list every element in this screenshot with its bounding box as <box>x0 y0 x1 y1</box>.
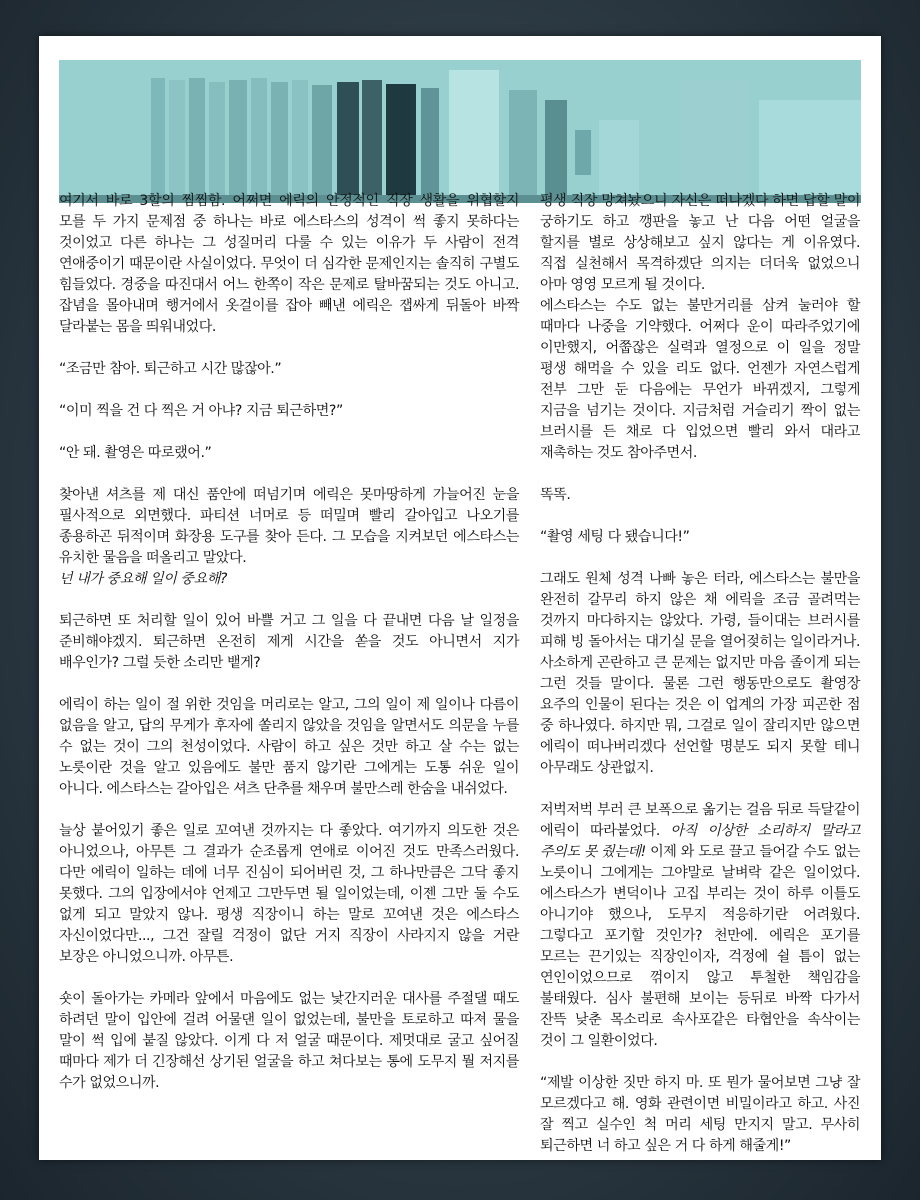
paragraph-text: 찾아낸 셔츠를 제 대신 품안에 떠넘기며 에릭은 못마땅하게 가늘어진 눈을 필사적으로 외면했다. 파티션 너머로 등 떠밀며 빨리 갈아입고 나오기를 종용하곤 뒤적이며 화장용 도구를 찾아 든다. 그 모습을 지켜보던 에스타스는 유치한 물음을 떠올리고 말았다. <box>59 487 524 566</box>
paragraph-text: 저벅저벅 부러 큰 보폭으로 옮기는 걸음 뒤로 득달같이 에릭이 따라붙었다. <box>540 802 865 839</box>
banner-bookshelf-image <box>59 60 861 203</box>
bookshelf-illustration <box>59 60 861 203</box>
left-column <box>59 191 524 1115</box>
dialogue-line: “이미 찍을 건 다 찍은 거 아냐? 지금 퇴근하면?” <box>59 403 343 419</box>
dialogue-line: “안 돼. 촬영은 따로랬어.” <box>59 445 212 461</box>
paragraph: 그래도 원체 성격 나빠 놓은 터라, 에스타스는 불만을 완전히 갈무리 하지 않은 채 에릭을 조금 골려먹는 것까지 마다하지는 않았다. 가령, 들이대는 브러시를 피해 빙 돌아서는 대기실 문을 열어젖히는 일이라거나. 사소하게 곤란하고 큰 문제는 없지만 마음 졸이게 되는 그런 것들 말이다. 물론 그런 행동만으로도 촬영장 요주의 인물이 된다는 것은 이 업계의 가장 피곤한 점 중 하나였다. 하지만 뭐, 그걸로 일이 잘리지만 않으면 에릭이 떠나버리겠다 선언할 명분도 되지 못할 테니 아무래도 상관없지. <box>540 571 865 776</box>
right-column <box>540 191 865 1178</box>
dialogue-line: “촬영 세팅 다 됐습니다!” <box>540 529 690 545</box>
italic-thought: 아직 이상한 소리하지 말라고 주의도 못 줬는데! <box>540 823 865 860</box>
text-columns <box>59 191 865 1154</box>
paragraph: 늘상 붙어있기 좋은 일로 꼬여낸 것까지는 다 좋았다. 여기까지 의도한 것은 아니었으나, 아무튼 그 결과가 순조롭게 연애로 이어진 것도 만족스러웠다. 다만 에릭이 일하는 데에 너무 진심이 되어버린 것, 그 하나만큼은 그닥 좋지 못했다. 그의 입장에서야 언제고 그만두면 될 일이었는데, 이젠 그만 둘 수도 없게 되고 말았지 않나. 평생 직장이니 하는 말로 꼬여낸 것은 에스타스 자신이었다만..., 그건 잘릴 걱정이 없단 거지 직장이 사라지지 않을 거란 보장은 아니었으니까. 아무튼. <box>59 823 524 965</box>
dialogue-line: “조금만 참아. 퇴근하고 시간 많잖아.” <box>59 361 282 377</box>
dialogue-line: “제발 이상한 짓만 하지 마. 또 뭔가 물어보면 그냥 잘 모르겠다고 해. 영화 관련이면 비밀이라고 하고. 사진 잘 찍고 실수인 척 머리 세팅 만지지 말고. 무사히 퇴근하면 너 하고 싶은 거 다 하게 해줄게!” <box>540 1075 865 1154</box>
paragraph: 평생 직장 망쳐놨으니 자신은 떠나겠다 하면 답할 말이 궁하기도 하고 깽판을 놓고 난 다음 어떤 얼굴을 할지를 별로 상상해보고 싶지 않다는 게 이유였다. 직접 실천해서 목격하겠단 의지는 더더욱 없었으니 아마 영영 모르게 될 것이다. <box>540 193 865 293</box>
paragraph-text: 이제 와 도로 끌고 들어갈 수도 없는 노릇이니 그에게는 그야말로 날벼락 같은 일이었다. 에스타스가 변덕이나 고집 부리는 것이 하루 이틀도 아니기야 했으나, 도무지 적응하기란 어려웠다. 그렇다고 포기할 것인가? 천만에. 에릭은 포기를 모르는 끈기있는 직장인이자, 걱정에 쉴 틈이 없는 연인이었으므로 꺾이지 않고 투철한 책임감을 불태웠다. 심사 불편해 보이는 등뒤로 바짝 다가서 잔뜩 낮춘 목소리로 속사포같은 타협안을 속삭이는 것이 그 일환이었다. <box>540 844 865 1049</box>
paragraph <box>540 800 865 1052</box>
paragraph: 퇴근하면 또 처리할 일이 있어 바쁠 거고 그 일을 다 끝내면 다음 날 일정을 준비해야겠지. 퇴근하면 온전히 제게 시간을 쏟을 것도 아니면서 지가 배우인가? 그럴 듯한 소리만 뱉게? <box>59 613 524 671</box>
paragraph: 여기서 바로 3할의 찜찜함. 어쩌면 에릭의 안정적인 직장 생활을 위협할지 모를 두 가지 문제점 중 하나는 바로 에스타스의 성격이 썩 좋지 못하다는 것이었고 다른 하나는 그 성질머리 다룰 수 있는 이유가 두 사람이 전격 연애중이기 때문이란 사실이었다. 무엇이 더 심각한 문제인지는 솔직히 구별도 힘들었다. 경중을 따진대서 어느 한쪽이 작은 문제로 탈바꿈되는 것도 아니고. 잡념을 몰아내며 행거에서 옷걸이를 잡아 빼낸 에릭은 잽싸게 뒤돌아 바짝 달라붙는 몸을 띄워내었다. <box>59 193 524 335</box>
paragraph <box>59 485 524 590</box>
paragraph: 에릭이 하는 일이 절 위한 것임을 머리로는 알고, 그의 일이 제 일이나 다름이 없음을 알고, 답의 무게가 후자에 쏠리지 않았을 것임을 알면서도 의문을 누를 수 없는 것이 그의 천성이었다. 사람이 하고 싶은 것만 하고 살 수는 없는 노릇이란 것을 알고 있음에도 불만 품지 않기란 그에게는 도통 쉬운 일이 아니다. 에스타스는 갈아입은 셔츠 단추를 채우며 불만스레 한숨을 내쉬었다. <box>59 697 524 797</box>
italic-thought: 넌 내가 중요해 일이 중요해? <box>59 571 227 587</box>
paragraph: 에스타스는 수도 없는 불만거리를 삼켜 눌러야 할 때마다 나중을 기약했다. 어쩌다 운이 따라주었기에 이만했지, 어쭙잖은 실력과 열정으로 이 일을 정말 평생 해먹을 수 있을 리도 없다. 언젠가 자연스럽게 전부 그만 둔 다음에는 무언가 바뀌겠지, 그렇게 지금을 넘기는 것이다. 지금처럼 거슬리기 짝이 없는 브러시를 든 채로 다 입었으면 빨리 와서 대라고 재촉하는 것도 참아주면서. <box>540 298 865 461</box>
sound-effect: 똑똑. <box>540 487 571 503</box>
document-page <box>39 36 881 1160</box>
paragraph: 숏이 돌아가는 카메라 앞에서 마음에도 없는 낯간지러운 대사를 주절댈 때도 하려던 말이 입안에 걸려 어물댄 일이 없었는데, 불만을 토로하고 따져 물을 말이 썩 입에 붙질 않았다. 이게 다 저 얼굴 때문이다. 제멋대로 굴고 싶어질 때마다 제가 더 긴장해선 상기된 얼굴을 하고 쳐다보는 통에 도무지 뭘 저지를 수가 없었으니까. <box>59 991 524 1091</box>
